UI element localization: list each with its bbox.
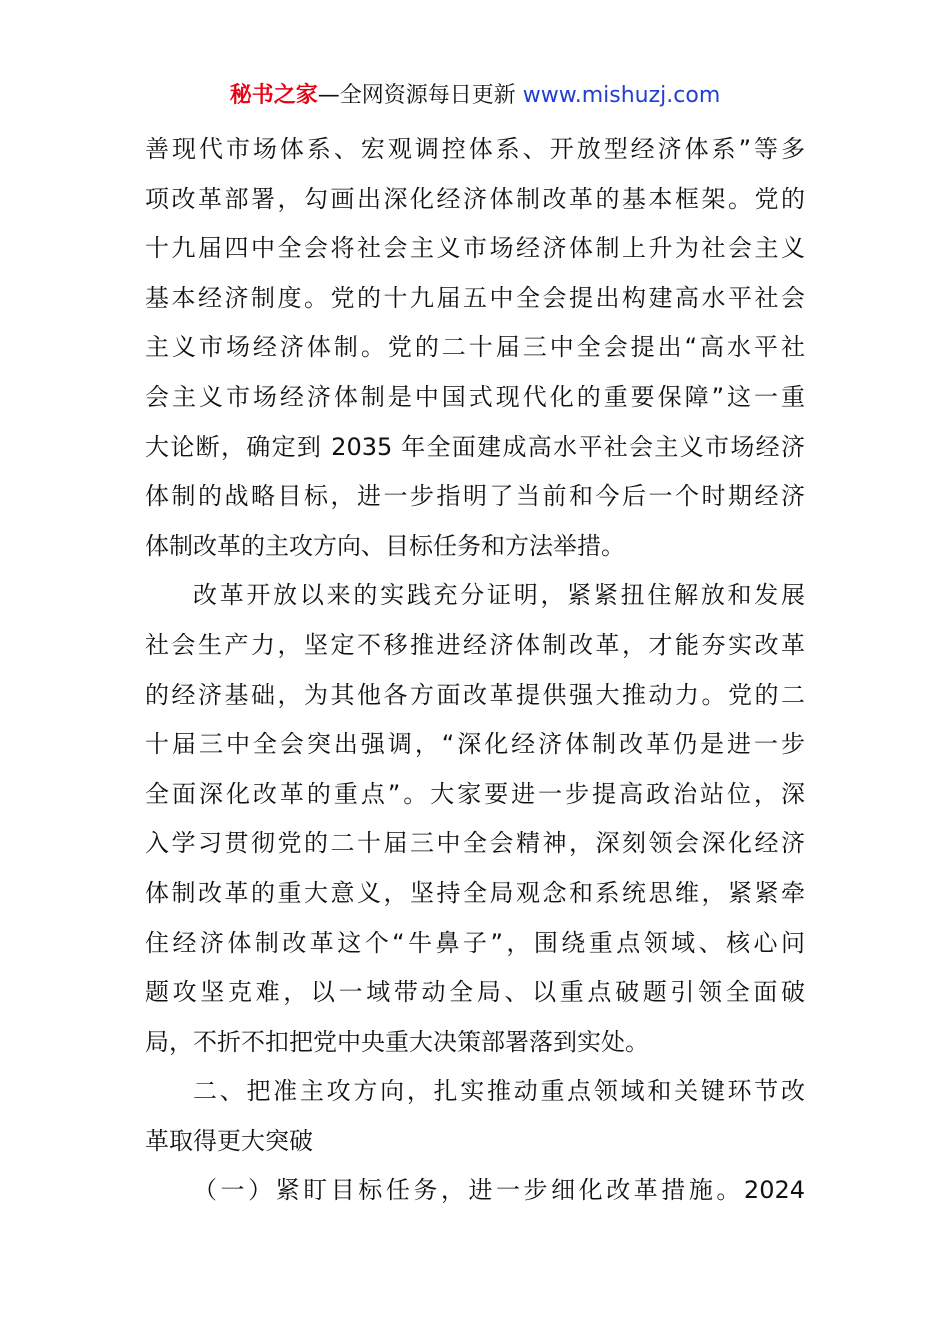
text-line: 的经济基础，为其他各方面改革提供强大推动力。党的二 (145, 680, 805, 709)
text-line: 局，不折不扣把党中央重大决策部署落到实处。 (145, 1027, 649, 1056)
section-heading: 二、把准主攻方向，扎实推动重点领域和关键环节改 (193, 1077, 805, 1106)
text-line: 大论断，确定到 2035 年全面建成高水平社会主义市场经济 (145, 432, 805, 461)
text-line: 题攻坚克难，以一域带动全局、以重点破题引领全面破 (145, 978, 805, 1007)
body-text (145, 125, 805, 1216)
text-line: 入学习贯彻党的二十届三中全会精神，深刻领会深化经济 (145, 829, 805, 858)
text-line: 十届三中全会突出强调，“深化经济体制改革仍是进一步 (145, 730, 805, 759)
page-header (0, 80, 950, 112)
text-line: 改革开放以来的实践充分证明，紧紧扭住解放和发展 (193, 581, 805, 610)
text-line: 体制的战略目标，进一步指明了当前和今后一个时期经济 (145, 482, 805, 511)
text-line: 体制改革的重大意义，坚持全局观念和系统思维，紧紧牵 (145, 878, 805, 907)
text-line: 体制改革的主攻方向、目标任务和方法举措。 (145, 531, 625, 560)
text-line: 项改革部署，勾画出深化经济体制改革的基本框架。党的 (145, 184, 805, 213)
text-line: 基本经济制度。党的十九届五中全会提出构建高水平社会 (145, 283, 805, 312)
header-url-link[interactable]: www.mishuzj.com (522, 83, 721, 108)
text-line: 全面深化改革的重点”。大家要进一步提高政治站位，深 (145, 779, 805, 808)
subsection-heading: （一）紧盯目标任务，进一步细化改革措施。2024 (193, 1176, 805, 1205)
text-line: 善现代市场体系、宏观调控体系、开放型经济体系”等多 (145, 135, 805, 163)
text-line: 十九届四中全会将社会主义市场经济体制上升为社会主义 (145, 234, 805, 263)
header-brand: 秘书之家 (229, 83, 318, 108)
text-line: 主义市场经济体制。党的二十届三中全会提出“高水平社 (145, 333, 805, 362)
section-heading: 革取得更大突破 (145, 1126, 313, 1155)
header-tagline: —全网资源每日更新 (317, 83, 523, 108)
text-line: 住经济体制改革这个“牛鼻子”，围绕重点领域、核心问 (145, 928, 805, 957)
text-line: 社会生产力，坚定不移推进经济体制改革，才能夯实改革 (145, 630, 805, 659)
text-line: 会主义市场经济体制是中国式现代化的重要保障”这一重 (145, 382, 805, 411)
